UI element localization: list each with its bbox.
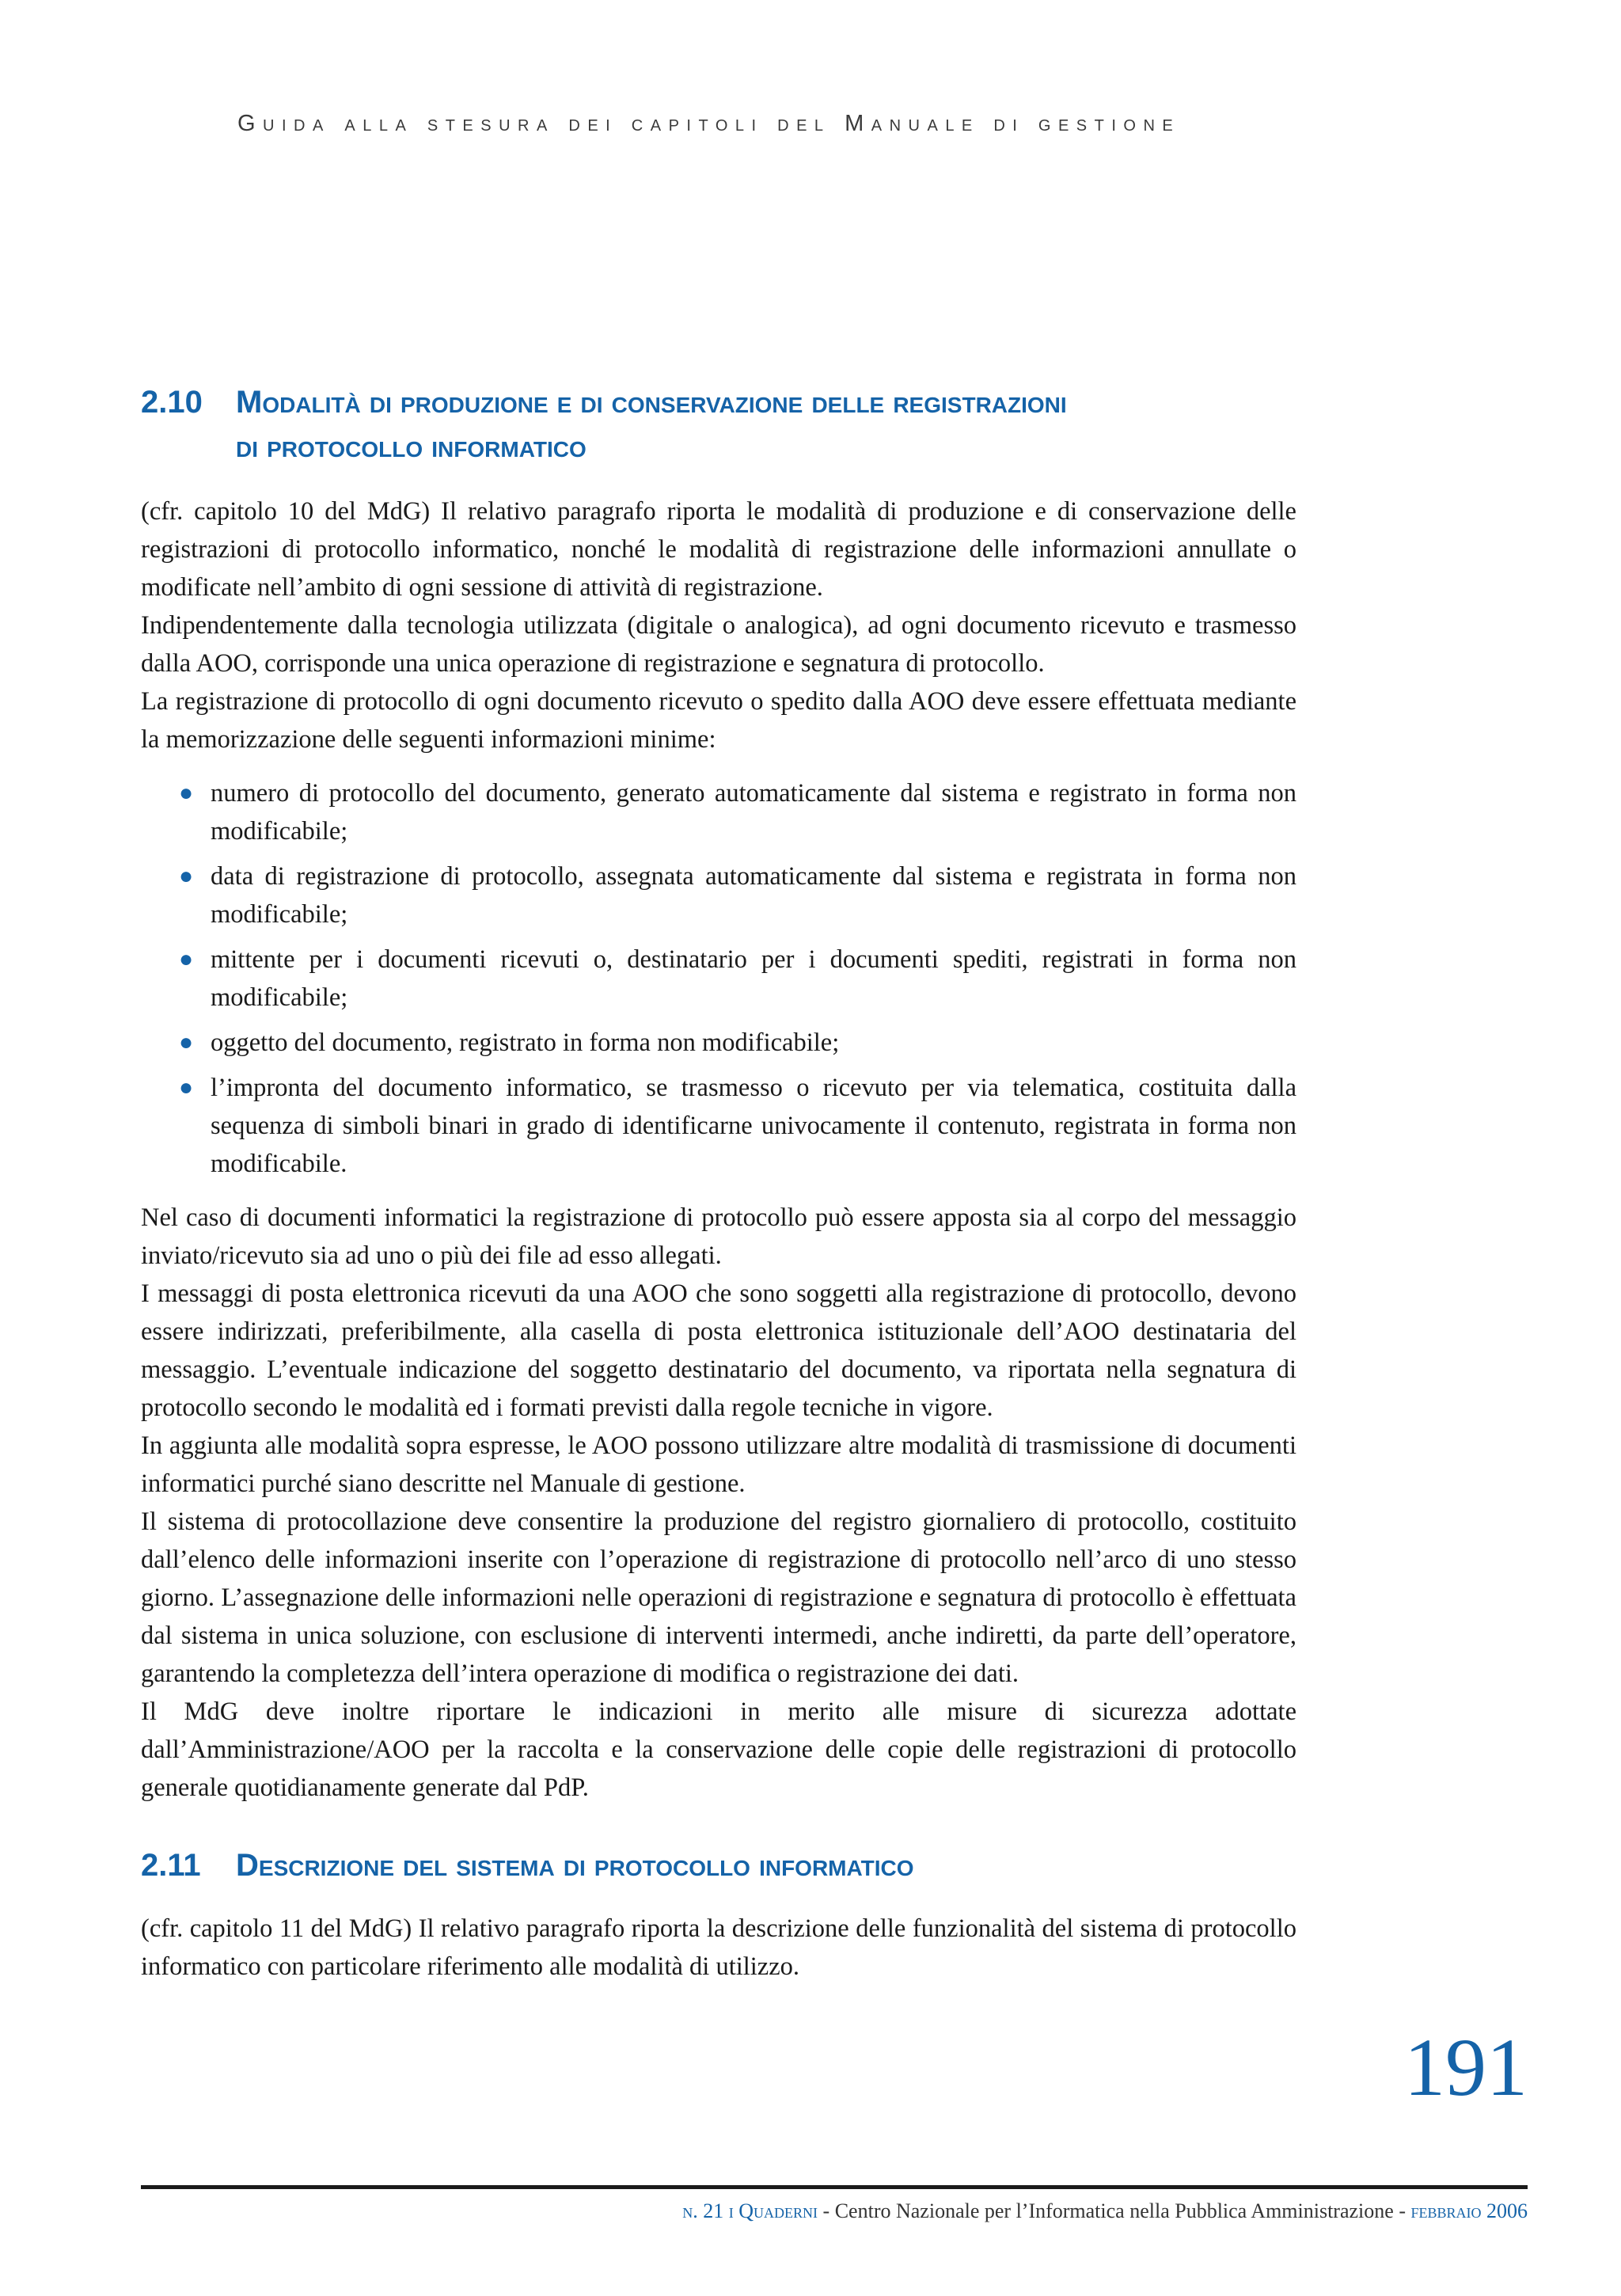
section-number: 2.10 <box>141 385 203 420</box>
section-2-11 <box>141 1843 1296 1986</box>
section-title-line1: Modalità di produzione e di conservazione delle registrazioni <box>236 385 1067 420</box>
paragraph: Nel caso di documenti informatici la registrazione di protocollo può essere apposta sia al corpo del messaggio inviato/ricevuto sia ad uno o più dei file ad esso allegati. <box>141 1203 1296 1270</box>
paragraph: Il sistema di protocollazione deve consentire la produzione del registro giornaliero di protocollo, costituito dall’elenco delle informazioni inserite con l’operazione di registrazione di protocollo nell’arco di uno stesso giorno. L’assegnazione delle informazioni nelle operazioni di registrazione e segnatura di protocollo è effettuata dal sistema in unica soluzione, con esclusione di interventi intermedi, anche indiretti, da parte dell’operatore, garantendo la completezza dell’intera operazione di modifica o registrazione dei dati. <box>141 1507 1296 1688</box>
paragraph: I messaggi di posta elettronica ricevuti da una AOO che sono soggetti alla registrazione di protocollo, devono essere indirizzati, preferibilmente, alla casella di posta elettronica istituzionale dell’AOO destinataria del messaggio. L’eventuale indicazione del soggetto destinatario del documento, va riportata nella segnatura di protocollo secondo le modalità ed i formati previsti dalla regole tecniche in vigore. <box>141 1279 1296 1422</box>
paragraph: La registrazione di protocollo di ogni documento ricevuto o spedito dalla AOO deve essere effettuata mediante la memorizzazione delle seguenti informazioni minime: <box>141 687 1296 754</box>
bullet-icon: ● <box>179 1029 194 1055</box>
list-item <box>179 774 1296 850</box>
page-content <box>141 380 1296 1986</box>
paragraph: (cfr. capitolo 10 del MdG) Il relativo paragrafo riporta le modalità di produzione e di conservazione delle registrazioni di protocollo informatico, nonché le modalità di registrazione delle informazioni annullate o modificate nell’ambito di ogni sessione di attività di registrazione. <box>141 497 1296 602</box>
footer-publisher: Centro Nazionale per l’Informatica nella Pubblica Amministrazione <box>834 2199 1394 2222</box>
list-item <box>179 1069 1296 1183</box>
section-title: Descrizione del sistema di protocollo informatico <box>236 1848 914 1883</box>
paragraph: In aggiunta alle modalità sopra espresse, le AOO possono utilizzare altre modalità di trasmissione di documenti informatici purché siano descritte nel Manuale di gestione. <box>141 1431 1296 1498</box>
section-2-10-heading <box>141 380 1296 469</box>
section-title-line2: di protocollo informatico <box>236 429 587 464</box>
list-item-text: oggetto del documento, registrato in forma non modificabile; <box>211 1028 840 1057</box>
footer-separator: - <box>818 2199 835 2222</box>
footer-date: febbraio 2006 <box>1410 2199 1528 2222</box>
bullet-icon: ● <box>179 780 194 806</box>
bullet-icon: ● <box>179 1074 194 1100</box>
bullet-list <box>141 774 1296 1183</box>
bullet-icon: ● <box>179 946 194 972</box>
footer <box>682 2199 1528 2223</box>
footer-separator: - <box>1393 2199 1411 2222</box>
bullet-icon: ● <box>179 863 194 889</box>
list-item-text: l’impronta del documento informatico, se trasmesso o ricevuto per via telematica, costituita dalla sequenza di simboli binari in grado di identificarne univocamente il contenuto, registrata in forma non modificabile. <box>211 1074 1296 1178</box>
paragraph: (cfr. capitolo 11 del MdG) Il relativo paragrafo riporta la descrizione delle funzionalità del sistema di protocollo informatico con particolare riferimento alle modalità di utilizzo. <box>141 1914 1296 1981</box>
paragraph: Indipendentemente dalla tecnologia utilizzata (digitale o analogica), ad ogni documento ricevuto e trasmesso dalla AOO, corrisponde una unica operazione di registrazione e segnatura di protocollo. <box>141 611 1296 678</box>
running-header: Guida alla stesura dei capitoli del Manuale di gestione <box>237 111 1181 136</box>
list-item-text: mittente per i documenti ricevuti o, destinatario per i documenti spediti, registrati in forma non modificabile; <box>211 945 1296 1012</box>
paragraph: Il MdG deve inoltre riportare le indicazioni in merito alle misure di sicurezza adottate dall’Amministrazione/AOO per la raccolta e la conservazione delle copie delle registrazioni di protocollo generale quotidianamente generate dal PdP. <box>141 1697 1296 1802</box>
footer-divider <box>141 2185 1528 2189</box>
footer-issue: n. 21 i Quaderni <box>682 2199 818 2222</box>
section-number: 2.11 <box>141 1848 201 1883</box>
section-2-10 <box>141 380 1296 1807</box>
page-number: 191 <box>1404 2022 1528 2113</box>
list-item-text: data di registrazione di protocollo, assegnata automaticamente dal sistema e registrata in forma non modificabile; <box>211 862 1296 929</box>
section-2-11-heading <box>141 1843 1296 1887</box>
list-item <box>179 941 1296 1017</box>
list-item <box>179 857 1296 933</box>
list-item-text: numero di protocollo del documento, generato automaticamente dal sistema e registrato in forma non modificabile; <box>211 779 1296 846</box>
list-item <box>179 1024 1296 1062</box>
